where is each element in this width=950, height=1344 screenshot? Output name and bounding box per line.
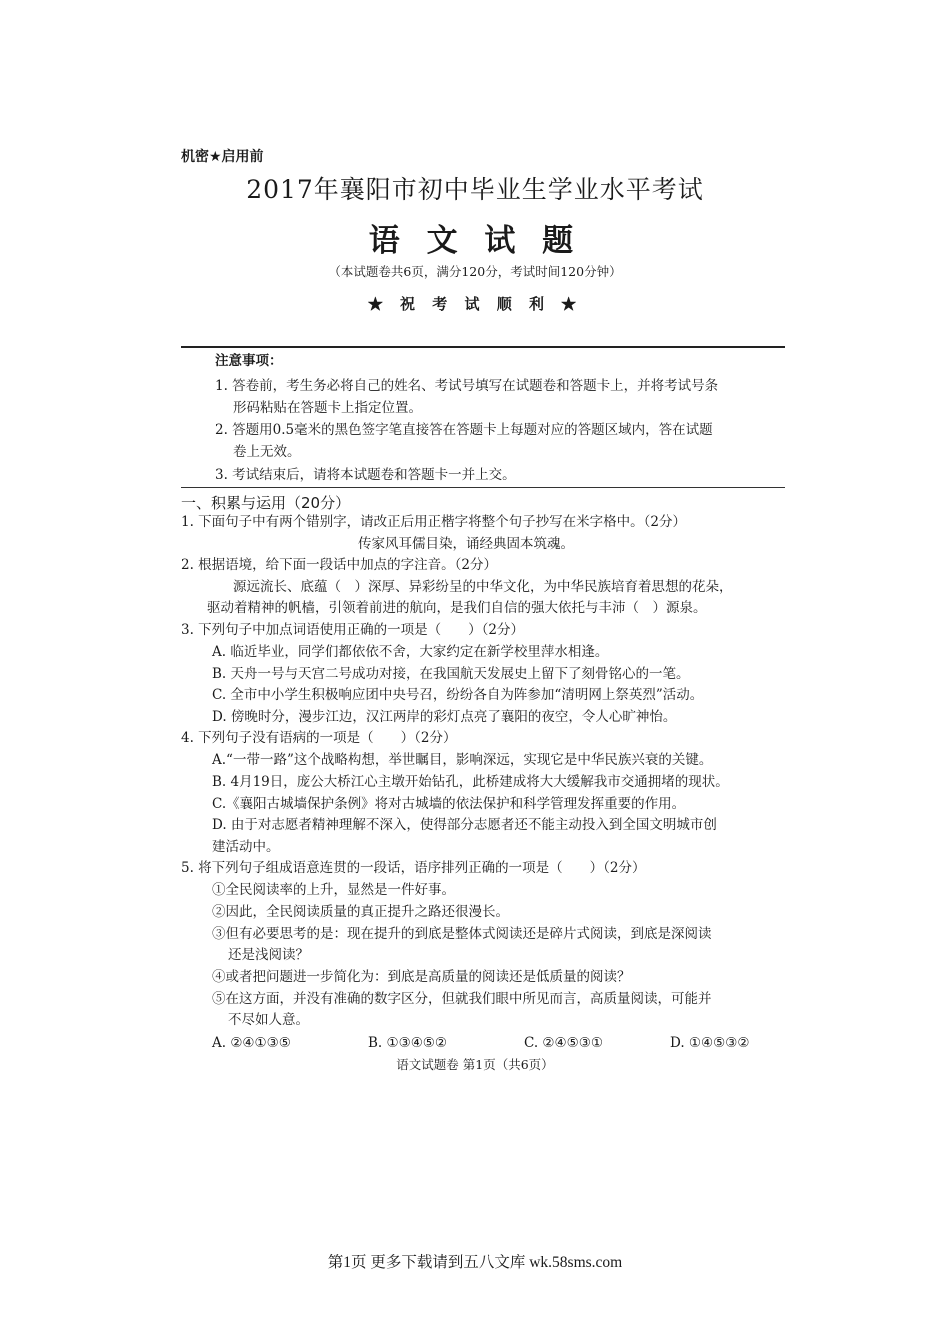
q4-option: 建活动中。	[212, 839, 280, 855]
notice-bottom-rule	[181, 487, 785, 488]
q3-stem: 3. 下列句子中加点词语使用正确的一项是（ ）（2分）	[181, 622, 525, 638]
q5-sentence: ③但有必要思考的是：现在提升的到底是整体式阅读还是碎片式阅读，到底是深阅读	[212, 926, 712, 942]
q1-sentence: 传家风耳儒目染，诵经典固本筑魂。	[358, 536, 574, 552]
q3-option: B. 天舟一号与天宫二号成功对接，在我国航天发展史上留下了刻骨铭心的一笔。	[212, 666, 690, 682]
q5-choice: B. ①③④⑤②	[368, 1035, 448, 1051]
q1-stem: 1. 下面句子中有两个错别字，请改正后用正楷字将整个句子抄写在米字格中。（2分）	[181, 514, 687, 530]
section-heading: 一、积累与运用（20分）	[181, 494, 351, 512]
q5-choice: C. ②④⑤③①	[524, 1035, 603, 1051]
q5-sentence: 还是浅阅读？	[228, 947, 309, 963]
exam-info: （本试题卷共6页，满分120分，考试时间120分钟）	[328, 264, 622, 279]
q4-option: C.《襄阳古城墙保护条例》将对古城墙的依法保护和科学管理发挥重要的作用。	[212, 796, 686, 812]
notice-line: 2. 答题用0.5毫米的黑色签字笔直接答在答题卡上每题对应的答题区域内，答在试题	[215, 422, 713, 438]
exam-title: 2017年襄阳市初中毕业生学业水平考试	[246, 175, 704, 204]
q2-passage-line: 源远流长、底蕴（ ）深厚、异彩纷呈的中华文化，为中华民族培育着思想的花朵，	[233, 579, 733, 595]
q2-stem: 2. 根据语境，给下面一段话中加点的字注音。（2分）	[181, 557, 498, 573]
q5-sentence: ⑤在这方面，并没有准确的数字区分，但就我们眼中所见而言，高质量阅读，可能并	[212, 991, 712, 1007]
notice-top-rule	[181, 346, 785, 348]
subject-title: 语 文 试 题	[368, 223, 582, 259]
q3-option: C. 全市中小学生积极响应团中央号召，纷纷各自为阵参加“清明网上祭英烈”活动。	[212, 687, 704, 703]
notice-line: 3. 考试结束后，请将本试题卷和答题卡一并上交。	[215, 467, 516, 483]
q2-passage-line: 驱动着精神的帆樯，引领着前进的航向，是我们自信的强大依托与丰沛（ ）源泉。	[207, 600, 707, 616]
notice-heading: 注意事项：	[215, 353, 283, 369]
q3-option: D. 傍晚时分，漫步江边，汉江两岸的彩灯点亮了襄阳的夜空，令人心旷神怡。	[212, 709, 677, 725]
q5-sentence: ①全民阅读率的上升，显然是一件好事。	[212, 882, 455, 898]
page-footer: 语文试题卷 第1页（共6页）	[396, 1057, 554, 1072]
q4-option: B. 4月19日，庞公大桥江心主墩开始钻孔，此桥建成将大大缓解我市交通拥堵的现状。	[212, 774, 729, 790]
q4-option: A.“一带一路”这个战略构想，举世瞩目，影响深远，实现它是中华民族兴衰的关键。	[212, 752, 713, 768]
q4-option: D. 由于对志愿者精神理解不深入，使得部分志愿者还不能主动投入到全国文明城市创	[212, 817, 717, 833]
q5-sentence: 不尽如人意。	[228, 1012, 309, 1028]
q3-option: A. 临近毕业，同学们都依依不舍，大家约定在新学校里萍水相逢。	[212, 644, 609, 660]
notice-line: 卷上无效。	[233, 444, 301, 460]
download-footer: 第1页 更多下载请到五八文库 wk.58sms.com	[327, 1254, 623, 1271]
q5-sentence: ②因此，全民阅读质量的真正提升之路还很漫长。	[212, 904, 509, 920]
q5-stem: 5. 将下列句子组成语意连贯的一段话，语序排列正确的一项是（ ）（2分）	[181, 860, 646, 876]
q5-sentence: ④或者把问题进一步简化为：到底是高质量的阅读还是低质量的阅读？	[212, 969, 631, 985]
confidential-label: 机密★启用前	[181, 149, 264, 165]
notice-line: 1. 答卷前，考生务必将自己的姓名、考试号填写在试题卷和答题卡上，并将考试号条	[215, 378, 719, 394]
q5-choice: A. ②④①③⑤	[212, 1035, 291, 1051]
notice-line: 形码粘贴在答题卡上指定位置。	[233, 400, 422, 416]
q4-stem: 4. 下列句子没有语病的一项是（ ）（2分）	[181, 730, 457, 746]
q5-choice: D. ①④⑤③②	[670, 1035, 750, 1051]
good-luck-banner: ★ 祝 考 试 顺 利 ★	[367, 295, 583, 313]
